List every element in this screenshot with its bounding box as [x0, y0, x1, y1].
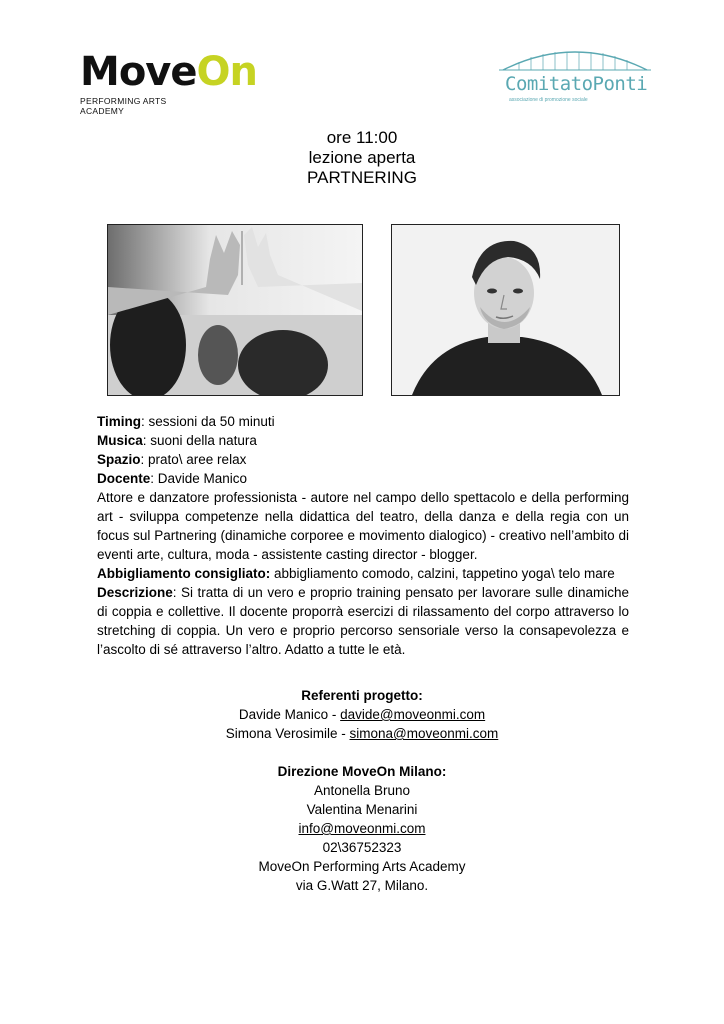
direzione-name-2: Valentina Menarini	[306, 802, 418, 817]
ponti-tagline: associazione di promozione sociale	[509, 97, 588, 103]
moveon-wordmark: MoveOn	[80, 49, 257, 95]
moveon-logo	[80, 49, 257, 116]
docente-bio: Attore e danzatore professionista - autore nel campo dello spettacolo e della performing art - sviluppa competenze nella didattica del teatro, della danza e della regia con un focus sul Partnering (dinamiche corporee e movimento dialogico) - creativo nell’ambito di eventi arte, cultura, moda - assistente casting director - blogger.	[97, 490, 629, 562]
photo-portrait	[391, 224, 620, 396]
simona-email-link[interactable]: simona@moveonmi.com	[349, 726, 499, 741]
direzione-name-1: Antonella Bruno	[313, 783, 411, 798]
davide-email-link[interactable]: davide@moveonmi.com	[340, 707, 486, 722]
contacts	[0, 686, 724, 895]
event-time: ore 11:00	[326, 128, 398, 147]
direzione-title: Direzione MoveOn Milano:	[277, 764, 447, 779]
ponti-name: ComitatoPonti	[505, 73, 648, 95]
timing-line: Timing: sessioni da 50 minuti	[97, 414, 275, 429]
direzione-address: via G.Watt 27, Milano.	[295, 878, 429, 893]
referente-davide: Davide Manico - davide@moveonmi.com	[238, 707, 486, 722]
descrizione-paragraph: Descrizione: Si tratta di un vero e proprio training pensato per lavorare sulle dinamiche di coppia e collettive. Il docente proporrà esercizi di rilassamento del corpo attraverso lo stretching di coppia. Un vero e proprio percorso sensoriale verso la consapevolezza e l’ascolto di sé attraverso l’altro. Adatto a tutte le età.	[97, 585, 629, 657]
info-email-link[interactable]: info@moveonmi.com	[298, 821, 426, 836]
event-title: PARTNERING	[307, 168, 417, 187]
moveon-subtitle: PERFORMING ARTS ACADEMY	[80, 96, 167, 116]
musica-line: Musica: suoni della natura	[97, 433, 257, 448]
comitato-ponti-logo	[495, 40, 655, 110]
referente-simona: Simona Verosimile - simona@moveonmi.com	[225, 726, 499, 741]
photo-hands	[107, 224, 363, 396]
direzione-org: MoveOn Performing Arts Academy	[258, 859, 466, 874]
event-info	[97, 412, 629, 659]
referenti-title: Referenti progetto:	[301, 688, 423, 703]
abbigliamento-line: Abbigliamento consigliato: abbigliamento comodo, calzini, tappetino yoga\ telo mare	[97, 566, 615, 581]
direzione-phone: 02\36752323	[322, 840, 402, 855]
event-header	[0, 128, 724, 188]
spazio-line: Spazio: prato\ aree relax	[97, 452, 247, 467]
event-subtitle: lezione aperta	[308, 148, 416, 167]
docente-line: Docente: Davide Manico	[97, 471, 248, 486]
